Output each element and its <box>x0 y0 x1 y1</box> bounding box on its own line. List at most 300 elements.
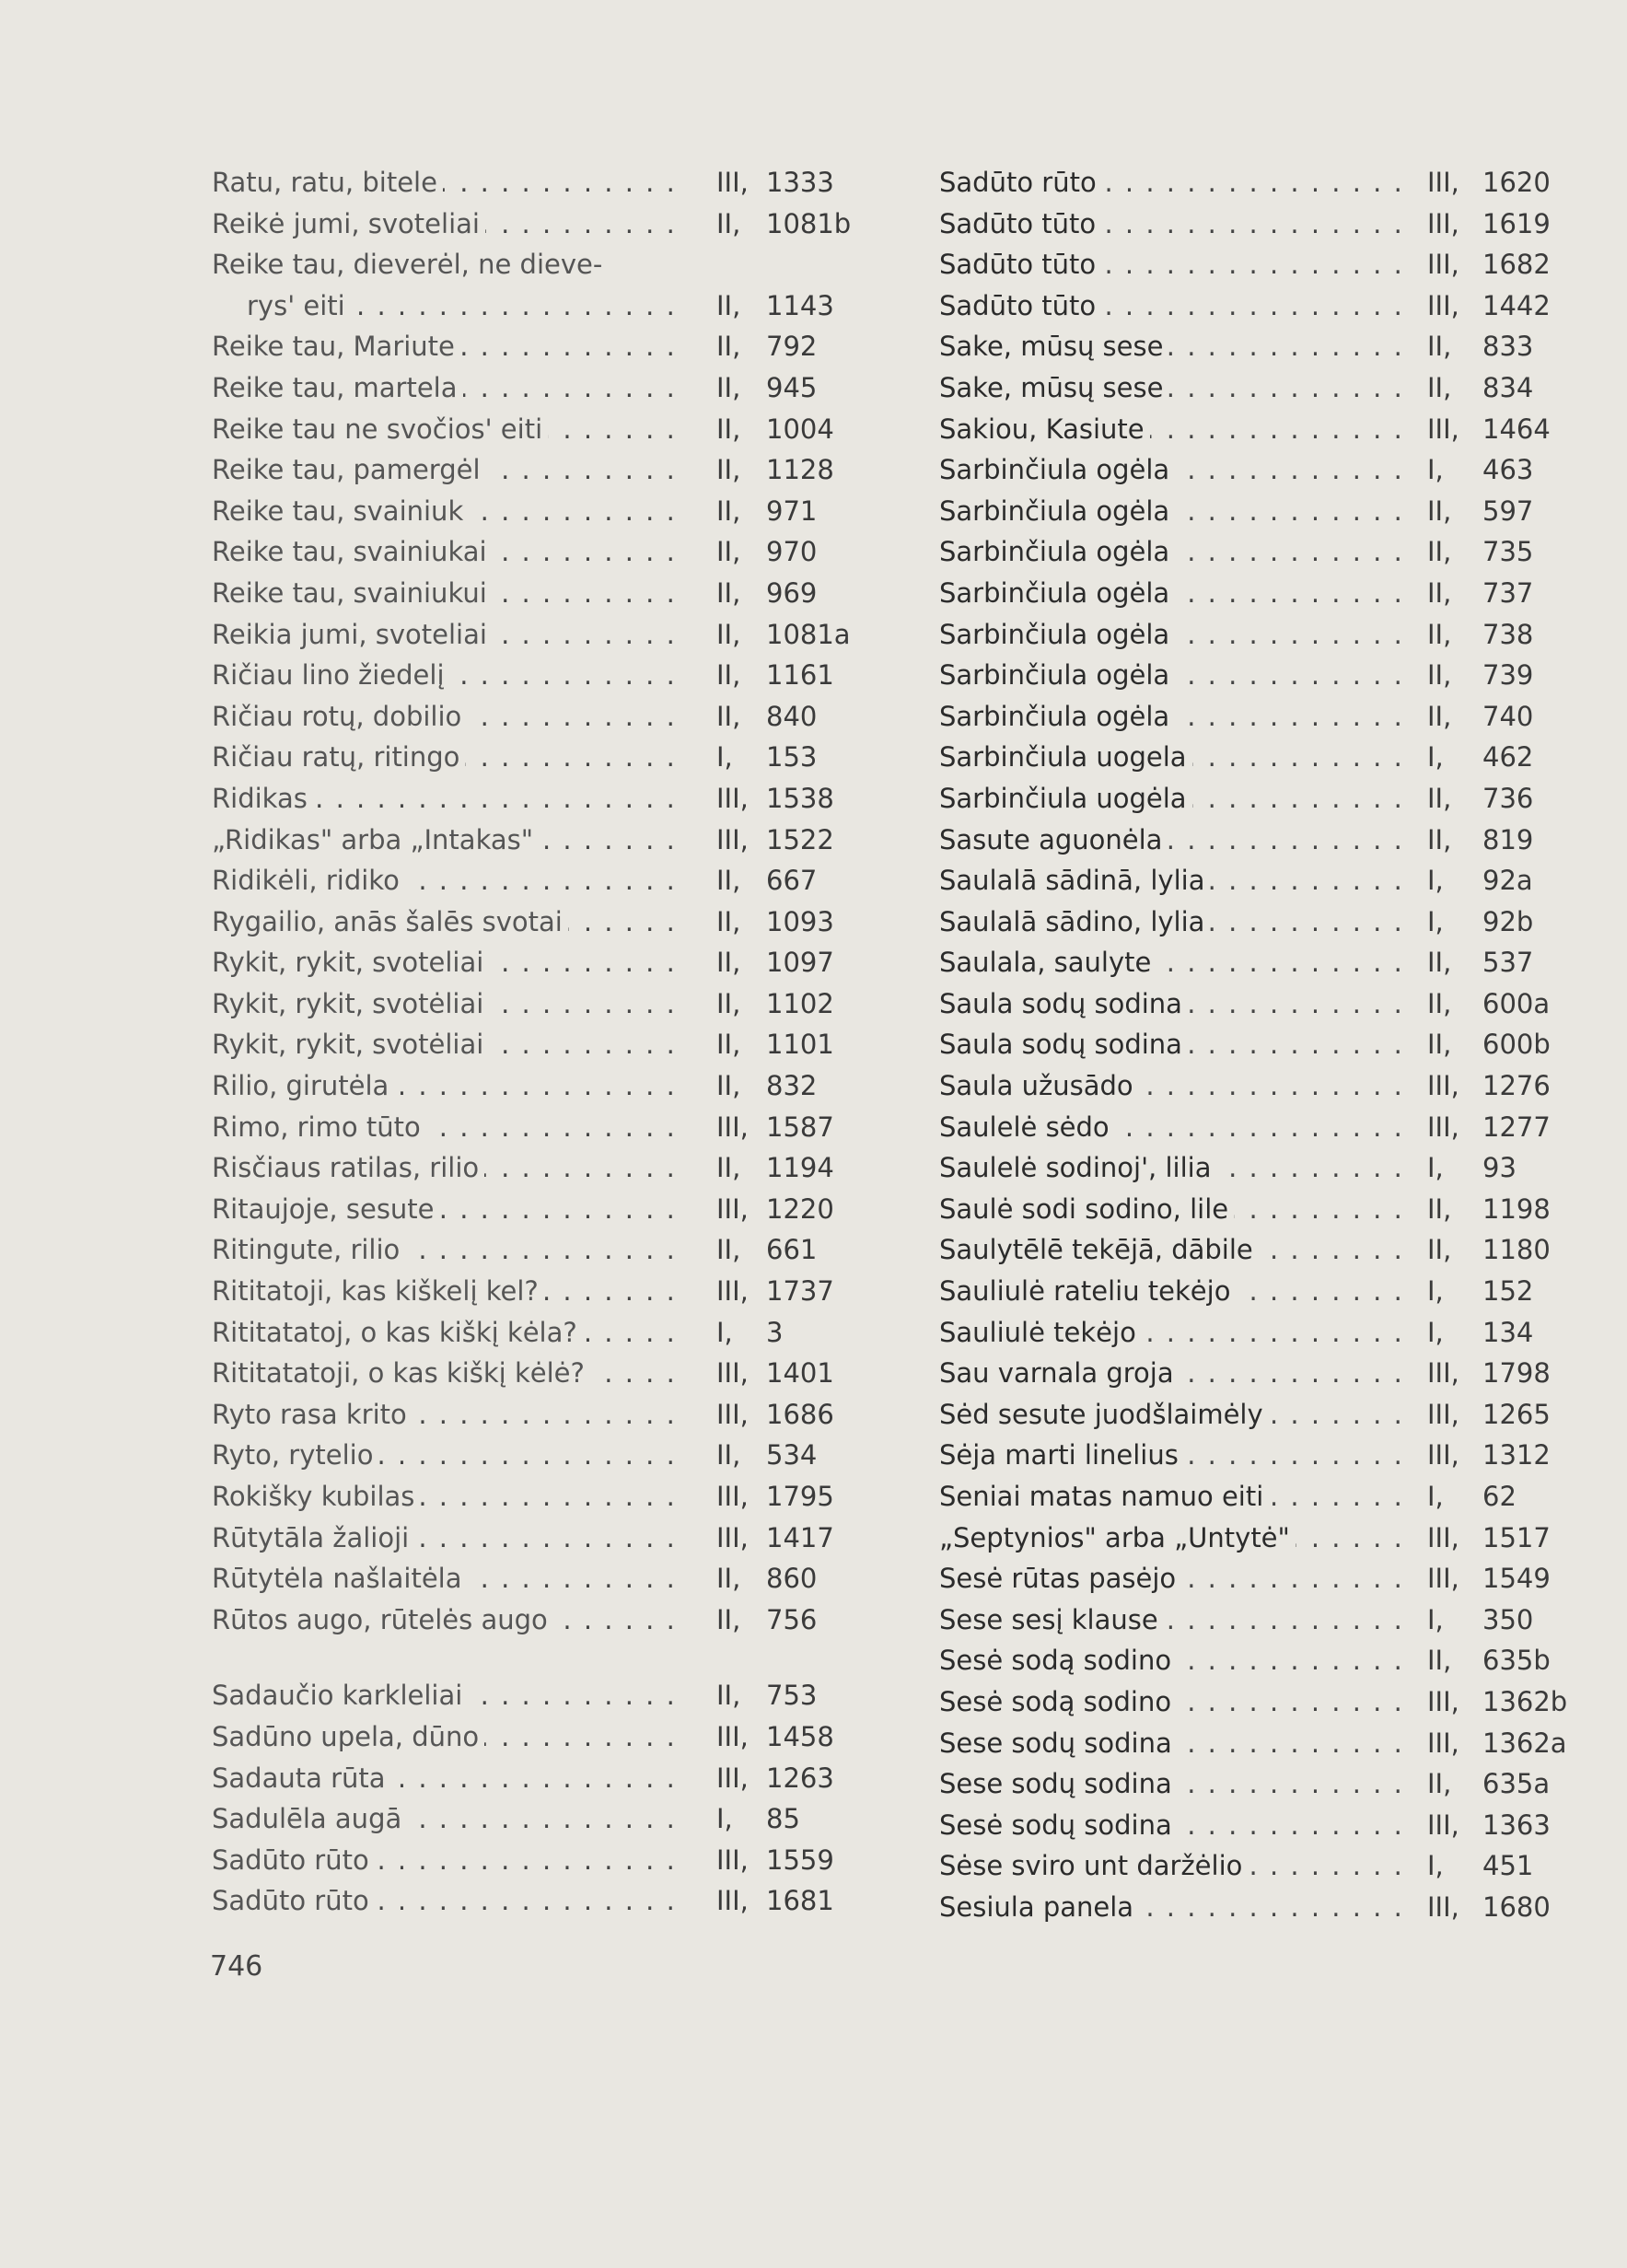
index-entry <box>212 737 838 778</box>
entry-title: Sasute aguonėla <box>939 824 1168 855</box>
index-entry <box>939 901 1575 943</box>
entry-title-cell <box>212 1065 672 1107</box>
index-entry <box>939 1024 1575 1065</box>
entry-volume: III, <box>716 1357 749 1390</box>
entry-number: 1276 <box>1482 1070 1551 1102</box>
entry-volume: I, <box>1427 1603 1444 1635</box>
entry-number: 1333 <box>766 167 834 198</box>
entry-title-cell <box>212 1107 672 1148</box>
entry-title-cell <box>939 983 1404 1025</box>
entry-number: 840 <box>766 700 818 732</box>
entry-volume: II, <box>1427 1645 1452 1677</box>
entry-title-cell <box>939 1723 1404 1764</box>
entry-number: 1097 <box>766 947 834 979</box>
entry-number: 833 <box>1482 331 1534 363</box>
entry-title-cell <box>212 1476 672 1518</box>
entry-number: 756 <box>766 1603 818 1635</box>
index-entry <box>939 696 1575 738</box>
entry-title-cell <box>939 1271 1404 1312</box>
index-entry <box>212 244 838 285</box>
entry-volume: II, <box>1427 987 1452 1019</box>
entry-title: Sau varnala groja <box>939 1357 1180 1389</box>
entry-volume: II, <box>716 1680 741 1712</box>
index-entry <box>212 1880 838 1922</box>
entry-volume: II, <box>716 454 741 486</box>
entry-title: Rilio, girutėla <box>212 1070 394 1101</box>
entry-title-cell <box>939 942 1404 983</box>
index-entry <box>212 1147 838 1189</box>
index-entry <box>212 1840 838 1881</box>
entry-volume: II, <box>1427 659 1452 692</box>
index-entry <box>939 1394 1575 1436</box>
entry-title: Ratu, ratu, bitele <box>212 167 443 198</box>
entry-title: Ritaujoje, sesute <box>212 1193 440 1225</box>
entry-title-cell <box>939 244 1404 285</box>
entry-number: 153 <box>766 741 818 773</box>
entry-volume: III, <box>1427 1070 1459 1102</box>
entry-title-cell <box>939 1394 1404 1436</box>
entry-volume: I, <box>1427 905 1444 937</box>
entry-number: 753 <box>766 1680 818 1712</box>
page-number: 746 <box>210 1950 263 1983</box>
entry-title: Saulalā sādinā, lylia <box>939 865 1210 896</box>
index-entry <box>212 778 838 820</box>
entry-number: 1795 <box>766 1481 834 1512</box>
entry-title-cell <box>939 1518 1404 1559</box>
entry-number: 1263 <box>766 1762 834 1794</box>
entry-title-cell <box>212 1675 672 1716</box>
index-entry <box>939 1805 1575 1846</box>
entry-number: 600b <box>1482 1029 1551 1061</box>
entry-volume: III, <box>716 1481 749 1512</box>
entry-number: 1682 <box>1482 249 1551 281</box>
entry-title: Seniai matas namuo eiti <box>939 1481 1269 1512</box>
entry-title: Sadūto rūto <box>212 1885 375 1916</box>
entry-number: 1464 <box>1482 413 1551 445</box>
index-entry <box>939 1353 1575 1394</box>
entry-number: 92b <box>1482 905 1534 937</box>
entry-number: 1798 <box>1482 1357 1551 1390</box>
entry-title: Rititatoji, kas kiškelį kel? <box>212 1275 544 1307</box>
entry-title: Risčiaus ratilas, rilio <box>212 1152 484 1183</box>
entry-title: Sarbinčiula uogela <box>939 741 1192 773</box>
entry-number: 1081b <box>766 207 852 239</box>
entry-title-cell <box>212 204 672 245</box>
entry-title-cell <box>939 491 1404 532</box>
entry-volume: I, <box>716 1803 733 1835</box>
entry-title-cell <box>939 367 1404 409</box>
entry-title-cell <box>939 1353 1404 1394</box>
index-entry <box>939 1723 1575 1764</box>
entry-title-cell <box>212 901 672 943</box>
entry-number: 1559 <box>766 1843 834 1876</box>
entry-title-cell <box>212 1518 672 1559</box>
entry-title: Saulytēlē tekējā, dābile <box>939 1234 1259 1265</box>
entry-number: 635a <box>1482 1768 1551 1800</box>
index-entry <box>939 204 1575 245</box>
index-entry <box>212 491 838 532</box>
entry-title: Sadūto tūto <box>939 290 1101 321</box>
index-entry <box>939 1887 1575 1928</box>
entry-title: Sese sodų sodina <box>939 1768 1178 1799</box>
index-entry <box>939 409 1575 450</box>
entry-title-cell <box>212 449 672 491</box>
entry-title: Sesė rūtas pasėjo <box>939 1563 1181 1594</box>
entry-title: Reike tau ne svočios' eiti <box>212 413 548 445</box>
entry-title: Sake, mūsų sese <box>939 331 1168 362</box>
entry-title-cell <box>212 1147 672 1189</box>
entry-title: Ričiau ratų, ritingo <box>212 741 465 773</box>
entry-title-cell <box>212 1758 672 1799</box>
entry-title-cell <box>212 1435 672 1476</box>
entry-number: 134 <box>1482 1316 1534 1348</box>
entry-title: Saula sodų sodina <box>939 988 1188 1019</box>
entry-title: Ritingute, rilio <box>212 1234 405 1265</box>
entry-title-cell <box>939 204 1404 245</box>
entry-volume: III, <box>716 1843 749 1876</box>
index-entry <box>212 655 838 696</box>
entry-title-cell <box>212 1716 672 1758</box>
entry-title: Saulė sodi sodino, lile <box>939 1193 1234 1225</box>
entry-title-cell <box>212 778 672 820</box>
index-entry <box>939 573 1575 614</box>
entry-title: Reike tau, dieverėl, ne dieve- <box>212 249 608 280</box>
index-entry <box>212 162 838 204</box>
entry-title-cell <box>212 244 672 285</box>
index-entry <box>939 1681 1575 1723</box>
entry-title: Sesė sodą sodino <box>939 1686 1177 1717</box>
entry-number: 350 <box>1482 1603 1534 1635</box>
index-entry <box>212 1558 838 1599</box>
entry-number: 1737 <box>766 1275 834 1308</box>
entry-title: Rūtytāla žalioji <box>212 1522 414 1553</box>
entry-number: 635b <box>1482 1645 1551 1677</box>
index-entry <box>212 1394 838 1436</box>
entry-volume: II, <box>1427 494 1452 527</box>
index-entry <box>939 162 1575 204</box>
index-column-right <box>939 162 1575 1928</box>
index-entry <box>939 1640 1575 1681</box>
entry-title-cell <box>212 860 672 901</box>
index-entry <box>212 409 838 450</box>
entry-number: 1517 <box>1482 1521 1551 1553</box>
entry-volume: II, <box>1427 618 1452 650</box>
entry-volume: II, <box>1427 1029 1452 1061</box>
entry-number: 832 <box>766 1070 818 1102</box>
entry-title: Rimo, rimo tūto <box>212 1111 426 1143</box>
entry-number: 85 <box>766 1803 800 1835</box>
entry-volume: III, <box>716 1275 749 1308</box>
entry-volume: III, <box>1427 1111 1459 1143</box>
index-entry <box>212 1229 838 1271</box>
entry-volume: III, <box>1427 1890 1459 1923</box>
entry-volume: III, <box>716 823 749 855</box>
index-entry <box>212 614 851 656</box>
index-entry <box>939 531 1575 573</box>
entry-number: 1458 <box>766 1720 834 1752</box>
entry-title-cell <box>212 1189 672 1230</box>
entry-title: „Ridikas" arba „Intakas" <box>212 824 539 855</box>
entry-title: Reikė jumi, svoteliai <box>212 208 485 239</box>
entry-title-cell <box>212 326 672 367</box>
entry-volume: II, <box>716 987 741 1019</box>
entry-title-cell <box>939 573 1404 614</box>
index-entry <box>939 614 1575 656</box>
entry-title: Reikia jumi, svoteliai <box>212 619 493 650</box>
index-entry <box>212 1271 838 1312</box>
entry-number: 463 <box>1482 454 1534 486</box>
entry-volume: II, <box>1427 700 1452 732</box>
index-entry <box>939 983 1575 1025</box>
entry-title: Sadūto tūto <box>939 249 1101 280</box>
entry-title-cell <box>212 1840 672 1881</box>
entry-volume: II, <box>1427 331 1452 363</box>
entry-title-cell <box>212 367 672 409</box>
entry-number: 1312 <box>1482 1439 1551 1471</box>
entry-number: 1549 <box>1482 1563 1551 1595</box>
entry-title: Saulelė sodinoj', lilia <box>939 1152 1216 1183</box>
index-entry <box>939 1312 1575 1354</box>
entry-volume: II, <box>1427 576 1452 609</box>
entry-title-cell <box>939 1065 1404 1107</box>
entry-title: Sadūno upela, dūno <box>212 1721 484 1752</box>
entry-number: 1102 <box>766 987 834 1019</box>
index-entry <box>212 204 852 245</box>
entry-number: 534 <box>766 1439 818 1471</box>
entry-number: 661 <box>766 1234 818 1266</box>
entry-title-cell <box>939 1599 1404 1641</box>
entry-title: Sarbinčiula ogėla <box>939 454 1175 485</box>
entry-volume: I, <box>1427 865 1444 897</box>
entry-title-cell <box>939 1147 1404 1189</box>
entry-title-cell <box>939 285 1404 327</box>
entry-title: Sauliulė tekėjo <box>939 1317 1142 1348</box>
entry-volume: III, <box>1427 1809 1459 1841</box>
index-entry <box>939 1476 1575 1518</box>
entry-volume: I, <box>1427 1850 1444 1882</box>
entry-title: Sarbinčiula ogėla <box>939 536 1175 567</box>
entry-volume: I, <box>716 1316 733 1348</box>
entry-volume: II, <box>716 1563 741 1595</box>
index-entry <box>212 1758 838 1799</box>
entry-number: 1180 <box>1482 1234 1551 1266</box>
index-entry <box>939 1065 1575 1107</box>
entry-volume: I, <box>1427 1316 1444 1348</box>
entry-title: Ryto rasa krito <box>212 1399 413 1430</box>
entry-number: 451 <box>1482 1850 1534 1882</box>
entry-title: Sake, mūsų sese <box>939 372 1168 403</box>
entry-volume: I, <box>1427 454 1444 486</box>
entry-volume: III, <box>716 167 749 198</box>
entry-title-cell <box>939 614 1404 656</box>
entry-title-cell <box>212 1394 672 1436</box>
entry-title-cell <box>212 1558 672 1599</box>
index-entry <box>939 1189 1575 1230</box>
entry-volume: III, <box>716 782 749 814</box>
entry-volume: II, <box>716 618 741 650</box>
entry-volume: II, <box>716 1603 741 1635</box>
entry-number: 1681 <box>766 1885 834 1917</box>
entry-title: Saula sodų sodina <box>939 1029 1188 1060</box>
entry-volume: III, <box>716 1398 749 1430</box>
entry-volume: II, <box>1427 1234 1452 1266</box>
index-entry <box>212 860 838 901</box>
entry-title-cell <box>212 614 672 656</box>
entry-title: Ričiau rotų, dobilio <box>212 701 467 732</box>
entry-title: Sėse sviro unt daržėlio <box>939 1850 1248 1881</box>
entry-volume: II, <box>716 494 741 527</box>
entry-number: 1522 <box>766 823 834 855</box>
entry-title-cell <box>212 1024 672 1065</box>
entry-volume: II, <box>716 905 741 937</box>
entry-volume: III, <box>716 1192 749 1225</box>
entry-volume: II, <box>716 536 741 568</box>
index-entry <box>939 1107 1575 1148</box>
entry-title-cell <box>212 983 672 1025</box>
entry-title: Saulelė sėdo <box>939 1111 1115 1143</box>
index-entry <box>212 326 838 367</box>
entry-title-cell <box>212 942 672 983</box>
entry-title-cell <box>939 1558 1404 1599</box>
entry-number: 740 <box>1482 700 1534 732</box>
entry-volume: II, <box>716 207 741 239</box>
index-entry <box>939 1763 1575 1805</box>
entry-volume: III, <box>716 1885 749 1917</box>
index-entry <box>212 1599 838 1641</box>
entry-volume: III, <box>1427 1685 1459 1717</box>
entry-volume: II, <box>1427 371 1452 403</box>
index-column-left <box>212 162 852 1922</box>
entry-title: Sarbinčiula uogėla <box>939 783 1192 814</box>
entry-title: Sakiou, Kasiute <box>939 413 1150 445</box>
entry-number: 1538 <box>766 782 834 814</box>
entry-title-cell <box>212 1353 672 1394</box>
index-entry <box>212 1716 838 1758</box>
index-entry <box>939 737 1575 778</box>
entry-title: Reike tau, martela <box>212 372 463 403</box>
entry-volume: III, <box>1427 207 1459 239</box>
entry-title: Reike tau, svainiuk <box>212 495 469 527</box>
index-entry <box>939 1435 1575 1476</box>
entry-title: Sarbinčiula ogėla <box>939 659 1175 691</box>
entry-title-cell <box>212 573 672 614</box>
entry-number: 735 <box>1482 536 1534 568</box>
index-entry <box>212 983 838 1025</box>
entry-number: 62 <box>1482 1481 1517 1512</box>
entry-number: 860 <box>766 1563 818 1595</box>
entry-volume: II, <box>716 700 741 732</box>
entry-volume: II, <box>1427 536 1452 568</box>
index-entry <box>939 285 1575 327</box>
entry-number: 1081a <box>766 618 851 650</box>
entry-number: 945 <box>766 371 818 403</box>
index-entry <box>212 1675 838 1716</box>
entry-title: Rykit, rykit, svotėliai <box>212 1029 489 1060</box>
entry-title-cell <box>212 696 672 738</box>
entry-number: 1198 <box>1482 1192 1551 1225</box>
entry-title-cell <box>212 1312 672 1354</box>
entry-volume: II, <box>716 1029 741 1061</box>
entry-title: „Septynios" arba „Untytė" <box>939 1522 1296 1553</box>
entry-volume: II, <box>1427 947 1452 979</box>
index-entry <box>212 942 838 983</box>
entry-volume: III, <box>1427 167 1459 198</box>
entry-volume: II, <box>716 1070 741 1102</box>
entry-title: Saulalā sādino, lylia <box>939 906 1210 937</box>
entry-volume: II, <box>716 1152 741 1184</box>
entry-volume: II, <box>716 289 741 321</box>
entry-title-cell <box>212 285 672 327</box>
index-entry <box>939 1558 1575 1599</box>
entry-title: Sadūto tūto <box>939 208 1101 239</box>
entry-number: 462 <box>1482 741 1534 773</box>
entry-number: 152 <box>1482 1275 1534 1308</box>
entry-title-cell <box>212 655 672 696</box>
index-entry <box>212 1189 838 1230</box>
entry-volume: I, <box>1427 1481 1444 1512</box>
entry-number: 1686 <box>766 1398 834 1430</box>
entry-volume: II, <box>1427 782 1452 814</box>
entry-title: Sadulēla augā <box>212 1803 407 1834</box>
entry-title: Sesė sodą sodino <box>939 1645 1177 1676</box>
entry-number: 738 <box>1482 618 1534 650</box>
entry-number: 1363 <box>1482 1809 1551 1841</box>
entry-title: Rykit, rykit, svoteliai <box>212 947 489 978</box>
entry-volume: II, <box>1427 1192 1452 1225</box>
entry-number: 1101 <box>766 1029 834 1061</box>
entry-volume: II, <box>716 331 741 363</box>
entry-title-cell <box>939 1805 1404 1846</box>
entry-title-cell <box>939 326 1404 367</box>
entry-volume: III, <box>1427 289 1459 321</box>
entry-title-cell <box>212 737 672 778</box>
index-entry <box>939 367 1575 409</box>
entry-volume: III, <box>1427 1398 1459 1430</box>
entry-title: Reike tau, svainiukai <box>212 536 493 567</box>
entry-title-cell <box>939 1887 1404 1928</box>
index-entry <box>939 1518 1575 1559</box>
entry-title: Ryto, rytelio <box>212 1439 378 1471</box>
entry-title: Ridikėli, ridiko <box>212 865 405 896</box>
entry-title-cell <box>939 409 1404 450</box>
index-entry <box>212 367 838 409</box>
entry-title-cell <box>939 696 1404 738</box>
entry-volume: I, <box>1427 741 1444 773</box>
entry-volume: III, <box>1427 413 1459 445</box>
entry-volume: III, <box>716 1521 749 1553</box>
entry-title-cell <box>939 1107 1404 1148</box>
index-entry <box>212 1312 838 1354</box>
entry-number: 1442 <box>1482 289 1551 321</box>
entry-volume: III, <box>716 1720 749 1752</box>
entry-volume: I, <box>716 741 733 773</box>
index-entry <box>939 1147 1575 1189</box>
entry-title-cell <box>939 1024 1404 1065</box>
entry-number: 1620 <box>1482 167 1551 198</box>
entry-title-cell <box>212 491 672 532</box>
entry-number: 92a <box>1482 865 1533 897</box>
entry-title-cell <box>939 1640 1404 1681</box>
entry-number: 971 <box>766 494 818 527</box>
entry-title: Sadaučio karkleliai <box>212 1680 468 1711</box>
entry-number: 1161 <box>766 659 834 692</box>
entry-title: Rititatatoji, o kas kiškį kėlė? <box>212 1357 590 1389</box>
entry-title: Ričiau lino žiedelį <box>212 659 450 691</box>
entry-volume: II, <box>716 865 741 897</box>
entry-title-cell <box>939 1189 1404 1230</box>
index-entry <box>939 942 1575 983</box>
entry-number: 93 <box>1482 1152 1517 1184</box>
